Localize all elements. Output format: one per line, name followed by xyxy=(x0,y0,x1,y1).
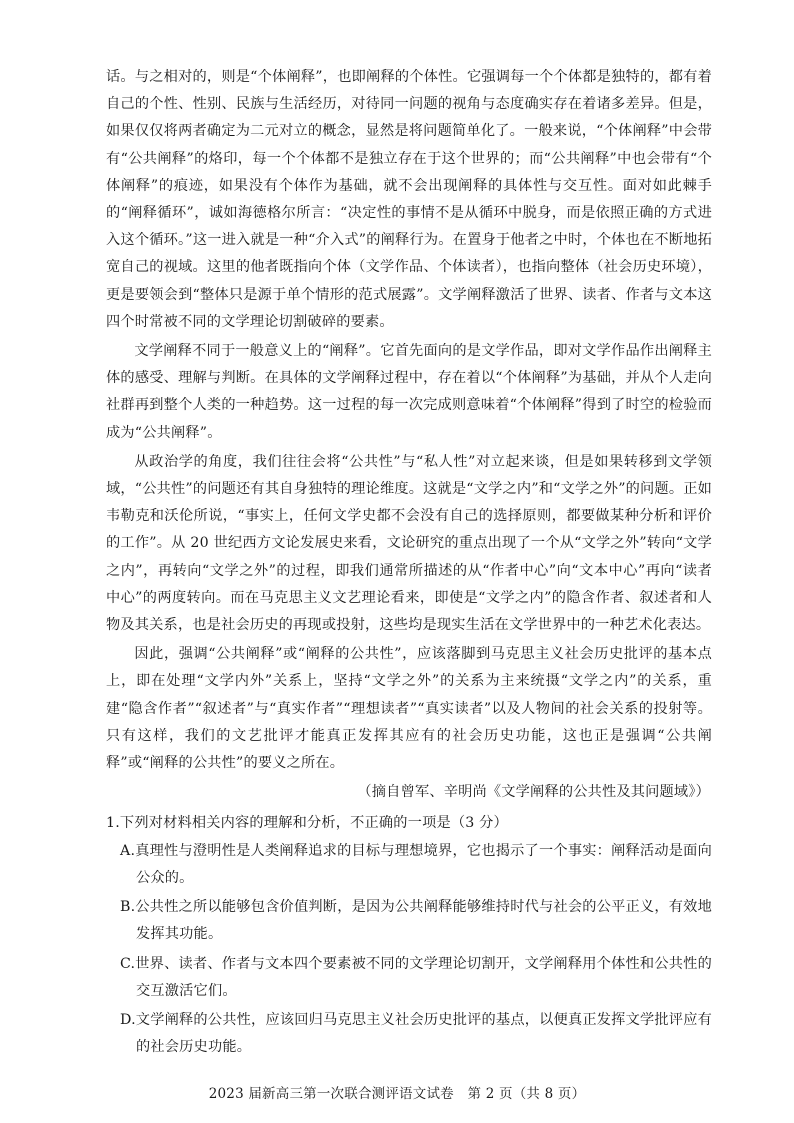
option-a xyxy=(106,838,712,892)
article-body xyxy=(106,64,712,1063)
option-c xyxy=(106,951,712,1005)
option-d-label: D. xyxy=(120,1011,136,1028)
option-b-text: 公共性之所以能够包含价值判断，是因为公共阐释能够维持时代与社会的公平正义，有效地发挥其功能。 xyxy=(135,899,712,943)
option-a-text: 真理性与澄明性是人类阐释追求的目标与理想境界，它也揭示了一个事实：阐释活动是面向公众的。 xyxy=(135,842,712,886)
paragraph-3: 从政治学的角度，我们往往会将“公共性”与“私人性”对立起来谈，但是如果转移到文学领域，“公共性”的问题还有其自身独特的理论维度。这就是“文学之内”和“文学之外”的问题。正如韦勒克和沃伦所说，“事实上，任何文学史都不会没有自己的选择原则，都要做某种分析和评价的工作”。从 20 世纪西方文论发展史来看，文论研究的重点出现了一个从“文学之外”转向“文学之内”，再转向“文学之外”的过程，即我们通常所描述的从“作者中心”向“文本中心”再向“读者中心”的两度转向。而在马克思主义文艺理论看来，即使是“文学之内”的隐含作者、叙述者和人物及其关系，也是社会历史的再现或投射，这些均是现实生活在文学世界中的一种艺术化表达。 xyxy=(106,453,712,634)
paragraph-4: 因此，强调“公共阐释”或“阐释的公共性”，应该落脚到马克思主义社会历史批评的基本点上，即在处理“文学内外”关系上，坚持“文学之外”的关系为主来统摄“文学之内”的关系，重建“隐含作者”“叙述者”与“真实作者”“理想读者”“真实读者”以及人物间的社会关系的投射等。只有这样，我们的文艺批评才能真正发挥其应有的社会历史功能，这也正是强调“公共阐释”或“阐释的公共性”的要义之所在。 xyxy=(106,646,712,772)
paragraph-2: 文学阐释不同于一般意义上的“阐释”。它首先面向的是文学作品，即对文学作品作出阐释主体的感受、理解与判断。在具体的文学阐释过程中，存在着以“个体阐释”为基础，并从个人走向社群再到整个人类的一种趋势。这一过程的每一次完成则意味着“个体阐释”得到了时空的检验而成为“公共阐释”。 xyxy=(106,343,712,441)
page-footer: 2023 届新高三第一次联合测评语文试卷 第 2 页（共 8 页） xyxy=(208,1086,586,1102)
option-b-label: B. xyxy=(120,899,136,916)
option-b xyxy=(106,894,712,948)
option-c-text: 世界、读者、作者与文本四个要素被不同的文学理论切割开，文学阐释用个体性和公共性的交互激活它们。 xyxy=(135,955,712,999)
question-1-stem: 1.下列对材料相关内容的理解和分析，不正确的一项是（3 分） xyxy=(106,815,508,832)
paragraph-1: 话。与之相对的，则是“个体阐释”，也即阐释的个体性。它强调每一个个体都是独特的，都有着自己的个性、性别、民族与生活经历，对待同一问题的视角与态度确实存在着诸多差异。但是，如果仅仅将两者确定为二元对立的概念，显然是将问题简单化了。一般来说，“个体阐释”中会带有“公共阐释”的烙印，每一个个体都不是独立存在于这个世界的；而“公共阐释”中也会带有“个体阐释”的痕迹，如果没有个体作为基础，就不会出现阐释的具体性与交互性。面对如此棘手的“阐释循环”，诚如海德格尔所言：“决定性的事情不是从循环中脱身，而是依照正确的方式进入这个循环。”这一进入就是一种“介入式”的阐释行为。在置身于他者之中时，个体也在不断地拓宽自己的视域。这里的他者既指向个体（文学作品、个体读者），也指向整体（社会历史环境），更是要领会到“整体只是源于单个情形的范式展露”。文学阐释激活了世界、读者、作者与文本这四个时常被不同的文学理论切割破碎的要素。 xyxy=(106,69,712,330)
option-d-text: 文学阐释的公共性，应该回归马克思主义社会历史批评的基点，以便真正发挥文学批评应有的社会历史功能。 xyxy=(135,1011,712,1056)
option-c-label: C. xyxy=(120,955,136,972)
article-source: （摘自曾军、辛明尚《文学阐释的公共性及其问题域》） xyxy=(357,784,710,801)
option-a-label: A. xyxy=(120,842,136,859)
option-d xyxy=(106,1007,712,1061)
